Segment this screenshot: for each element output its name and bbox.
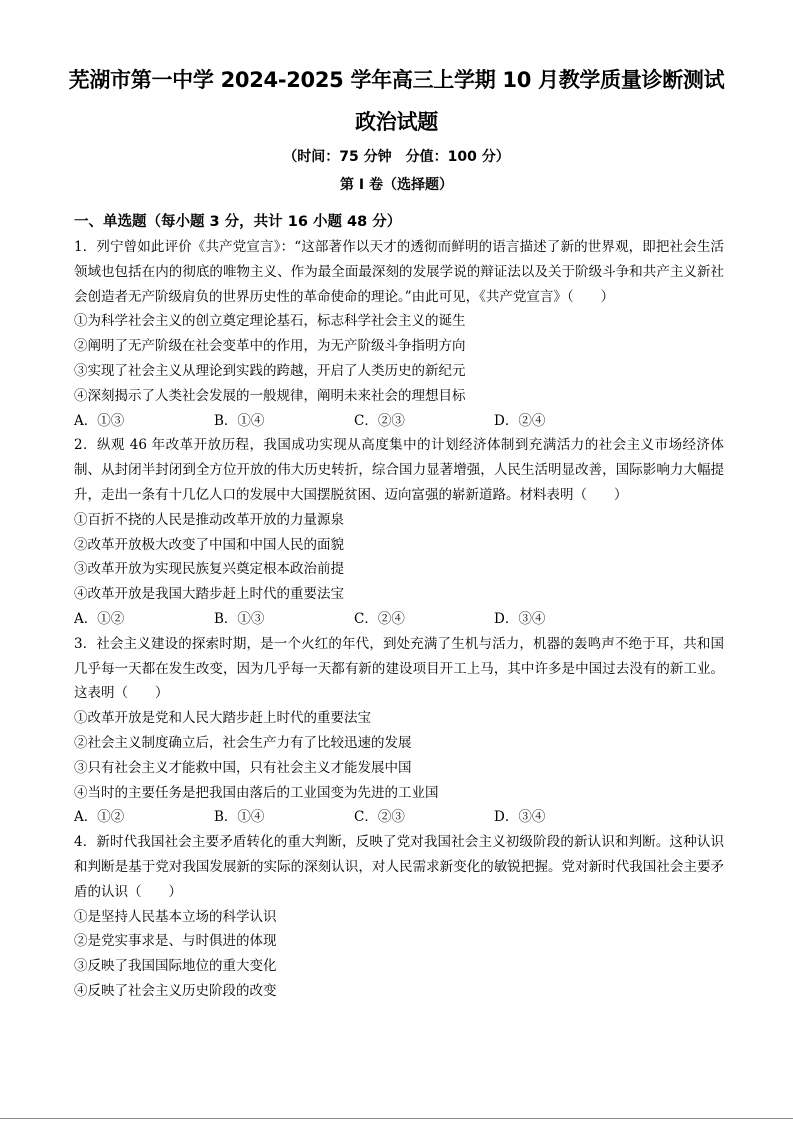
question-option: ②是党实事求是、与时俱进的体现 xyxy=(74,933,277,950)
exam-content xyxy=(74,209,724,1004)
question-option: ④深刻揭示了人类社会发展的一般规律，阐明未来社会的理想目标 xyxy=(74,387,466,404)
page-bottom-divider xyxy=(0,1118,793,1119)
choice-a[interactable]: A．①② xyxy=(74,610,125,627)
choice-b[interactable]: B．①③ xyxy=(214,610,265,627)
question-option: ④改革开放是我国大踏步赶上时代的重要法宝 xyxy=(74,586,344,603)
question-4 xyxy=(74,830,724,1004)
choice-d[interactable]: D．②④ xyxy=(494,412,546,429)
time-score-info: （时间：75 分钟 分值：100 分） xyxy=(283,149,510,165)
choice-b[interactable]: B．①④ xyxy=(214,412,265,429)
subject-title: 政治试题 xyxy=(355,110,438,134)
question-stem: 4．新时代我国社会主要矛盾转化的重大判断，反映了党对我国社会主义初级阶段的新认识和判断。这种认识和判断是基于党对我国发展新的实际的深刻认识，对人民需求新变化的敏锐把握。党对新时代我国社会主要矛盾的认识（ ） xyxy=(74,834,724,900)
question-option: ③实现了社会主义从理论到实践的跨越，开启了人类历史的新纪元 xyxy=(74,362,466,379)
page-title: 芜湖市第一中学 2024-2025 学年高三上学期 10 月教学质量诊断测试 xyxy=(68,68,725,92)
answer-choices xyxy=(74,607,724,632)
choice-d[interactable]: D．③④ xyxy=(494,610,546,627)
section-heading: 一、单选题（每小题 3 分，共计 16 小题 48 分） xyxy=(74,214,402,230)
question-option: ①百折不挠的人民是推动改革开放的力量源泉 xyxy=(74,511,344,528)
question-option: ①是坚持人民基本立场的科学认识 xyxy=(74,908,277,925)
question-option: ①改革开放是党和人民大踏步赶上时代的重要法宝 xyxy=(74,710,371,727)
choice-c[interactable]: C．②③ xyxy=(354,809,405,826)
question-option: ②社会主义制度确立后，社会生产力有了比较迅速的发展 xyxy=(74,734,412,751)
choice-c[interactable]: C．②④ xyxy=(354,610,405,627)
question-1 xyxy=(74,235,724,433)
question-option: ④反映了社会主义历史阶段的改变 xyxy=(74,982,277,999)
question-option: ③改革开放为实现民族复兴奠定根本政治前提 xyxy=(74,561,344,578)
answer-choices xyxy=(74,409,724,434)
volume-label: 第 I 卷（选择题） xyxy=(340,177,453,193)
question-3 xyxy=(74,632,724,830)
choice-b[interactable]: B．①④ xyxy=(214,809,265,826)
choice-d[interactable]: D．③④ xyxy=(494,809,546,826)
question-option: ③反映了我国国际地位的重大变化 xyxy=(74,958,277,975)
question-option: ①为科学社会主义的创立奠定理论基石，标志科学社会主义的诞生 xyxy=(74,313,466,330)
question-2 xyxy=(74,433,724,631)
choice-a[interactable]: A．①③ xyxy=(74,412,125,429)
question-stem: 1．列宁曾如此评价《共产党宣言》：“这部著作以天才的透彻而鲜明的语言描述了新的世界观，即把社会生活领域也包括在内的彻底的唯物主义、作为最全面最深刻的发展学说的辩证法以及关于阶级斗争和共产主义新社会创造者无产阶级肩负的世界历史性的革命使命的理论。”由此可见，《共产党宣言》（ ） xyxy=(74,239,724,305)
question-option: ③只有社会主义才能救中国，只有社会主义才能发展中国 xyxy=(74,759,412,776)
question-stem: 2．纵观 46 年改革开放历程，我国成功实现从高度集中的计划经济体制到充满活力的社会主义市场经济体制、从封闭半封闭到全方位开放的伟大历史转折，综合国力显著增强，人民生活明显改善，国际影响力大幅提升，走出一条有十几亿人口的发展中大国摆脱贫困、迈向富强的崭新道路。材料表明（ ） xyxy=(74,437,724,503)
answer-choices xyxy=(74,805,724,830)
choice-c[interactable]: C．②③ xyxy=(354,412,405,429)
question-option: ②阐明了无产阶级在社会变革中的作用，为无产阶级斗争指明方向 xyxy=(74,338,466,355)
question-option: ④当时的主要任务是把我国由落后的工业国变为先进的工业国 xyxy=(74,784,439,801)
question-stem: 3．社会主义建设的探索时期，是一个火红的年代，到处充满了生机与活力，机器的轰鸣声不绝于耳，共和国几乎每一天都在发生改变，因为几乎每一天都有新的建设项目开工上马，其中许多是中国过去没有的新工业。这表明（ ） xyxy=(74,635,724,702)
choice-a[interactable]: A．①② xyxy=(74,809,125,826)
question-option: ②改革开放极大改变了中国和中国人民的面貌 xyxy=(74,536,344,553)
